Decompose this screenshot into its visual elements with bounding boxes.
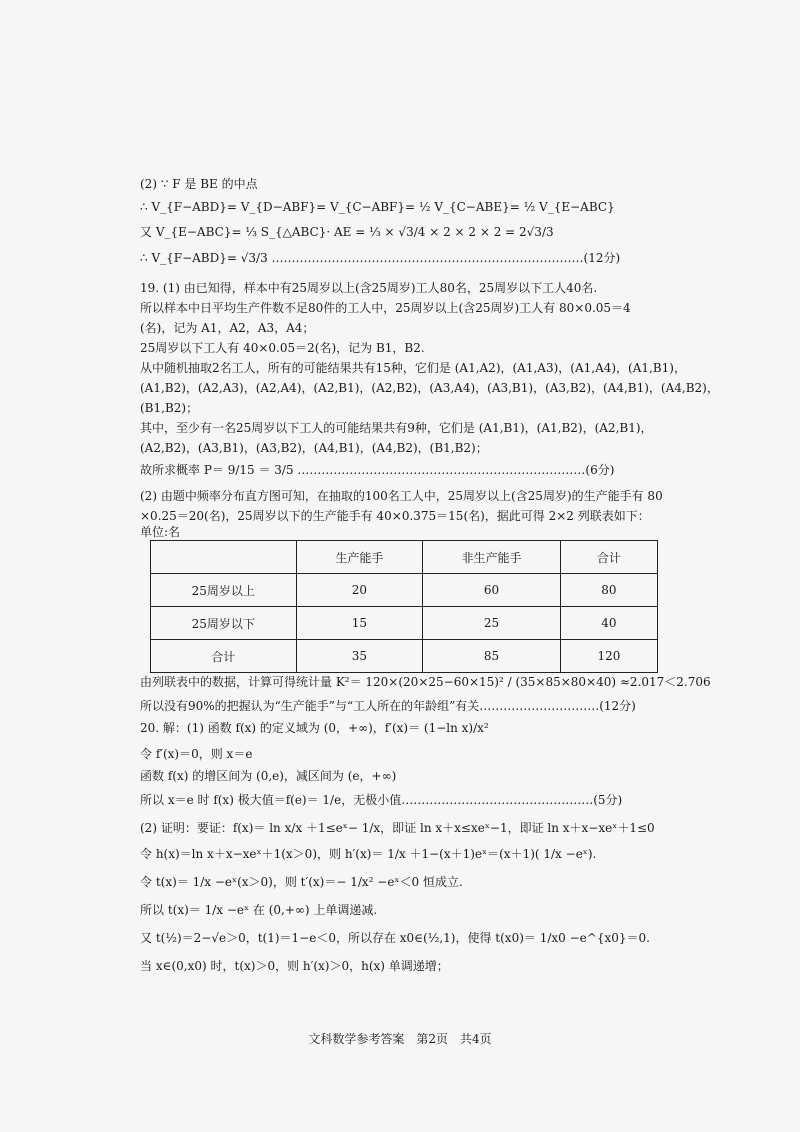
solution-line: (名)，记为 A1，A2，A3，A4； bbox=[140, 321, 315, 335]
table-cell: 25 bbox=[423, 607, 561, 640]
solution-line: ∴ V_{F−ABD}= √3/3 ……………………………………………………………………(12分) bbox=[140, 251, 621, 265]
table-cell: 合计 bbox=[560, 541, 657, 574]
table-cell: 15 bbox=[296, 607, 423, 640]
solution-line: 故所求概率 P＝ 9/15 ＝ 3/5 ………………………………………………………………(6分) bbox=[140, 463, 615, 477]
solution-line: (A1,B2)，(A2,A3)，(A2,A4)，(A2,B1)，(A2,B2)，(A3,A4)，(A3,B1)，(A3,B2)，(A4,B1)，(A4,B2)， bbox=[140, 381, 719, 395]
solution-line: 所以 x＝e 时 f(x) 极大值＝f(e)＝ 1/e，无极小值…………………………………………(5分) bbox=[140, 793, 623, 807]
solution-line: 所以样本中日平均生产件数不足80件的工人中，25周岁以上(含25周岁)工人有 80×0.05＝4 bbox=[140, 301, 631, 315]
solution-line: 所以 t(x)＝ 1/x −eˣ 在 (0,+∞) 上单调递减. bbox=[140, 903, 378, 917]
solution-line: 单位:名 bbox=[140, 525, 181, 539]
table-cell: 20 bbox=[296, 574, 423, 607]
table-cell: 40 bbox=[560, 607, 657, 640]
solution-line: 从中随机抽取2名工人，所有的可能结果共有15种，它们是 (A1,A2)，(A1,A3)，(A1,A4)，(A1,B1)， bbox=[140, 361, 686, 375]
solution-line: ∴ V_{F−ABD}= V_{D−ABF}= V_{C−ABF}= ½ V_{C−ABE}= ½ V_{E−ABC} bbox=[140, 200, 615, 214]
table-cell: 60 bbox=[423, 574, 561, 607]
contingency-table bbox=[150, 540, 658, 673]
solution-line: (2) 证明：要证：f(x)＝ ln x/x ＋1≤eˣ− 1/x，即证 ln x＋x≤xeˣ−1，即证 ln x＋x−xeˣ＋1≤0 bbox=[140, 821, 655, 835]
solution-line: 又 V_{E−ABC}= ⅓ S_{△ABC}· AE = ⅓ × √3/4 × 2 × 2 × 2 = 2√3/3 bbox=[140, 225, 554, 239]
solution-line: 由列联表中的数据，计算可得统计量 K²＝ 120×(20×25−60×15)² / (35×85×80×40) ≈2.017＜2.706 bbox=[140, 675, 711, 689]
solution-line: 其中，至少有一名25周岁以下工人的可能结果共有9种，它们是 (A1,B1)，(A1,B2)，(A2,B1)， bbox=[140, 421, 653, 435]
table-row bbox=[151, 607, 658, 640]
solution-line: 令 t(x)＝ 1/x −eˣ(x＞0)，则 t′(x)＝− 1/x² −eˣ＜0 恒成立. bbox=[140, 875, 463, 889]
table-cell: 85 bbox=[423, 640, 561, 673]
solution-line: (B1,B2)； bbox=[140, 401, 199, 415]
solution-line: 所以没有90%的把握认为“生产能手”与“工人所在的年龄组”有关…………………………(12分) bbox=[140, 699, 636, 713]
table-cell: 120 bbox=[560, 640, 657, 673]
solution-line: 又 t(½)＝2−√e＞0，t(1)＝1−e＜0，所以存在 x0∈(½,1)，使得 t(x0)＝ 1/x0 −e^{x0}＝0. bbox=[140, 931, 650, 945]
table-cell bbox=[151, 541, 297, 574]
solution-line: 当 x∈(0,x0) 时，t(x)＞0，则 h′(x)＞0，h(x) 单调递增； bbox=[140, 959, 449, 973]
table-cell: 25周岁以下 bbox=[151, 607, 297, 640]
table-cell: 生产能手 bbox=[296, 541, 423, 574]
table-cell: 合计 bbox=[151, 640, 297, 673]
solution-line: (A2,B2)，(A3,B1)，(A3,B2)，(A4,B1)，(A4,B2)，(B1,B2)； bbox=[140, 441, 488, 455]
table-cell: 非生产能手 bbox=[423, 541, 561, 574]
solution-line: 令 f′(x)＝0，则 x＝e bbox=[140, 747, 253, 761]
solution-line: 20. 解：(1) 函数 f(x) 的定义域为 (0，+∞)，f′(x)＝ (1−ln x)/x² bbox=[140, 721, 489, 735]
table-cell: 25周岁以上 bbox=[151, 574, 297, 607]
solution-line: 令 h(x)＝ln x＋x−xeˣ＋1(x＞0)，则 h′(x)＝ 1/x ＋1−(x＋1)eˣ＝(x＋1)( 1/x −eˣ). bbox=[140, 847, 597, 861]
solution-line: (2) 由题中频率分布直方图可知，在抽取的100名工人中，25周岁以上(含25周岁)的生产能手有 80 bbox=[140, 489, 663, 503]
solution-line: 19. (1) 由已知得，样本中有25周岁以上(含25周岁)工人80名，25周岁以下工人40名. bbox=[140, 281, 598, 295]
solution-line: 函数 f(x) 的增区间为 (0,e)，减区间为 (e，+∞) bbox=[140, 769, 397, 783]
table-cell: 80 bbox=[560, 574, 657, 607]
solution-line: 25周岁以下工人有 40×0.05＝2(名)，记为 B1，B2. bbox=[140, 341, 425, 355]
table-cell: 35 bbox=[296, 640, 423, 673]
table-row bbox=[151, 574, 658, 607]
page-footer: 文科数学参考答案 第2页 共4页 bbox=[308, 1032, 492, 1046]
solution-line: (2) ∵ F 是 BE 的中点 bbox=[140, 177, 258, 191]
table-header-row bbox=[151, 541, 658, 574]
table-row bbox=[151, 640, 658, 673]
solution-line: ×0.25＝20(名)，25周岁以下的生产能手有 40×0.375＝15(名)，据此可得 2×2 列联表如下： bbox=[140, 509, 650, 523]
